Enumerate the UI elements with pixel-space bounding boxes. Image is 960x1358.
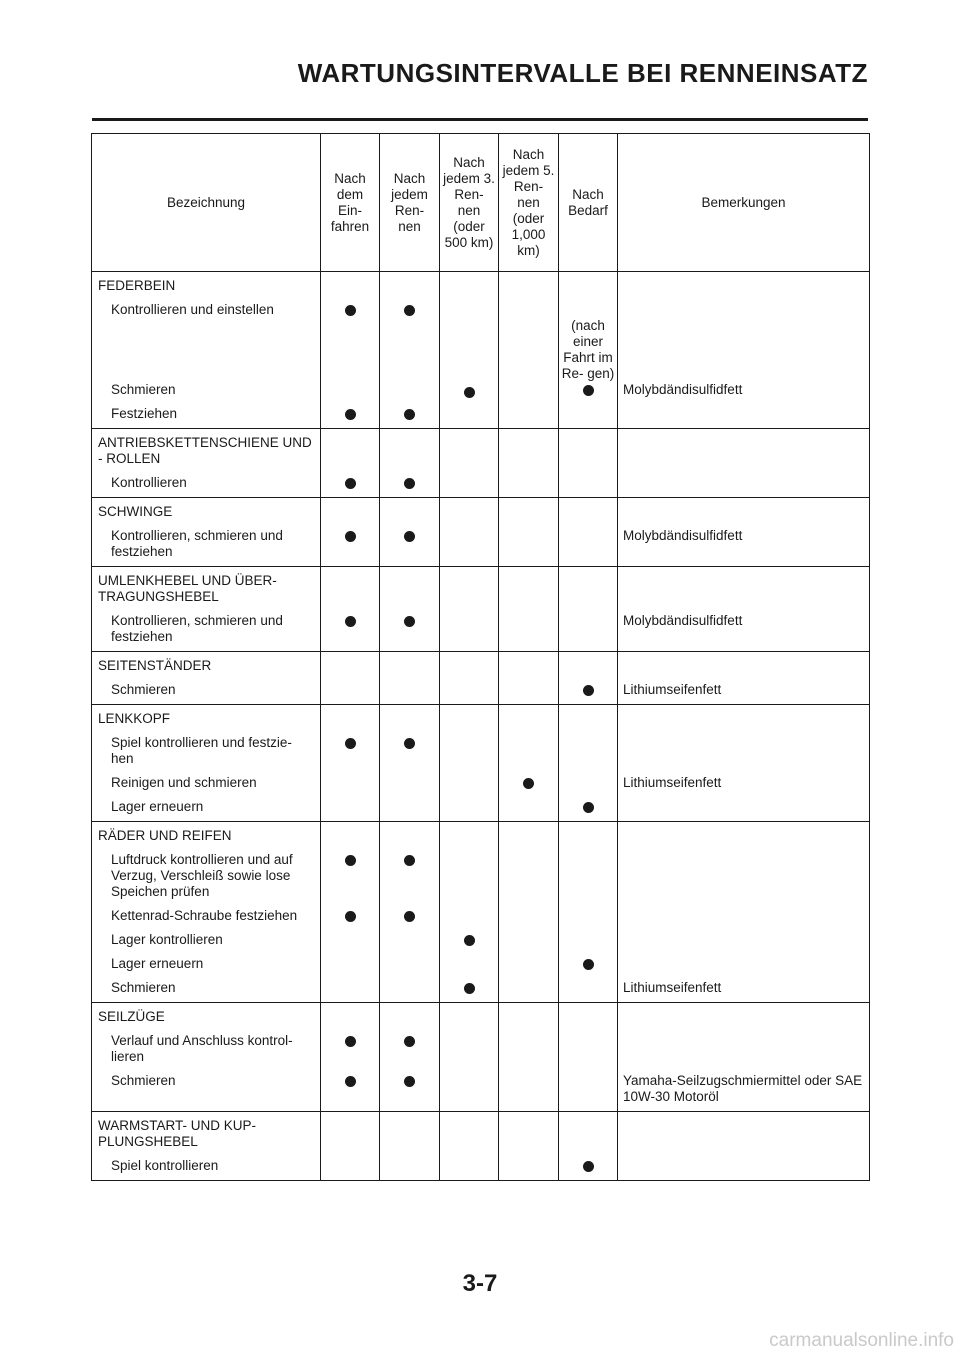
item-label: Schmieren bbox=[111, 382, 176, 397]
header-nach-jedem-3-rennen: Nach jedem 3. Ren- nen (oder 500 km) bbox=[440, 134, 499, 272]
group-name: WARMSTART- UND KUP- PLUNGSHEBEL bbox=[98, 1118, 256, 1149]
group-name: SCHWINGE bbox=[98, 504, 173, 519]
item-label: Kontrollieren, schmieren und festziehen bbox=[111, 613, 283, 644]
item-label: Festziehen bbox=[111, 406, 178, 421]
item-label: Kettenrad-Schraube festziehen bbox=[111, 908, 298, 923]
interval-dot bbox=[404, 738, 415, 749]
table-row-raeder-und-reifen bbox=[92, 822, 870, 1003]
item-label: Lager erneuern bbox=[111, 799, 204, 814]
item-label: Lager kontrollieren bbox=[111, 932, 223, 947]
table-row-seilzuege bbox=[92, 1003, 870, 1112]
page-number: 3-7 bbox=[462, 1270, 498, 1297]
item-label: Kontrollieren bbox=[111, 475, 187, 490]
item-label: Spiel kontrollieren und festzie- hen bbox=[111, 735, 292, 766]
header-row bbox=[92, 134, 870, 272]
remark: Lithiumseifenfett bbox=[623, 980, 722, 995]
interval-dot bbox=[404, 409, 415, 420]
interval-dot bbox=[583, 385, 594, 396]
interval-dot bbox=[404, 1036, 415, 1047]
table-row-federbein bbox=[92, 272, 870, 429]
table-row-seitenstaender bbox=[92, 652, 870, 705]
interval-dot bbox=[345, 531, 356, 542]
header-nach-jedem-5-rennen: Nach jedem 5. Ren- nen (oder 1,000 km) bbox=[499, 134, 559, 272]
table-row-schwinge bbox=[92, 498, 870, 567]
group-name: FEDERBEIN bbox=[98, 278, 176, 293]
interval-dot bbox=[345, 409, 356, 420]
interval-dot bbox=[345, 305, 356, 316]
item-label: Reinigen und schmieren bbox=[111, 775, 257, 790]
interval-dot bbox=[583, 685, 594, 696]
table-row-umlenkhebel bbox=[92, 567, 870, 652]
header-nach-bedarf: Nach Bedarf bbox=[559, 134, 618, 272]
group-name: LENKKOPF bbox=[98, 711, 171, 726]
interval-dot bbox=[583, 1161, 594, 1172]
page-title: WARTUNGSINTERVALLE BEI RENNEINSATZ bbox=[297, 58, 868, 88]
item-label: Verlauf und Anschluss kontrol- lieren bbox=[111, 1033, 293, 1064]
item-label: Lager erneuern bbox=[111, 956, 204, 971]
remark: Lithiumseifenfett bbox=[623, 775, 722, 790]
group-name: RÄDER UND REIFEN bbox=[98, 828, 232, 843]
interval-dot bbox=[404, 616, 415, 627]
interval-dot bbox=[404, 305, 415, 316]
header-rule bbox=[92, 118, 868, 121]
remark: Lithiumseifenfett bbox=[623, 682, 722, 697]
table-row-antriebskettenschiene bbox=[92, 429, 870, 498]
item-label: Schmieren bbox=[111, 682, 176, 697]
item-label: Schmieren bbox=[111, 980, 176, 995]
header-bemerkungen: Bemerkungen bbox=[618, 134, 870, 272]
interval-dot bbox=[464, 935, 475, 946]
remark: Molybdändisulfidfett bbox=[623, 613, 743, 628]
remark: Molybdändisulfidfett bbox=[623, 382, 743, 397]
interval-dot bbox=[345, 738, 356, 749]
interval-dot bbox=[523, 778, 534, 789]
item-label: Spiel kontrollieren bbox=[111, 1158, 219, 1173]
item-label: Kontrollieren, schmieren und festziehen bbox=[111, 528, 283, 559]
item-label: Luftdruck kontrollieren und auf Verzug, Verschleiß sowie lose Speichen prüfen bbox=[111, 852, 293, 899]
interval-dot bbox=[464, 387, 475, 398]
interval-dot bbox=[345, 1036, 356, 1047]
watermark: carmanualsonline.info bbox=[769, 1330, 954, 1351]
item-label: Schmieren bbox=[111, 1073, 176, 1088]
interval-dot bbox=[464, 983, 475, 994]
interval-dot bbox=[345, 478, 356, 489]
rain-note: (nach einer Fahrt im Re- gen) bbox=[561, 318, 615, 381]
interval-dot bbox=[404, 478, 415, 489]
maintenance-table bbox=[91, 133, 870, 1181]
interval-dot bbox=[345, 911, 356, 922]
interval-dot bbox=[345, 855, 356, 866]
header-nach-dem-einfahren: Nach dem Ein- fahren bbox=[321, 134, 380, 272]
remark: Molybdändisulfidfett bbox=[623, 528, 743, 543]
interval-dot bbox=[404, 531, 415, 542]
item-label: Kontrollieren und einstellen bbox=[111, 302, 274, 317]
table-row-warmstart bbox=[92, 1112, 870, 1181]
group-name: ANTRIEBSKETTENSCHIENE UND - ROLLEN bbox=[98, 435, 312, 466]
group-name: SEILZÜGE bbox=[98, 1009, 165, 1024]
group-name: UMLENKHEBEL UND ÜBER- TRAGUNGSHEBEL bbox=[98, 573, 277, 604]
remark: Yamaha-Seilzugschmiermittel oder SAE 10W-30 Motoröl bbox=[623, 1073, 863, 1104]
interval-dot bbox=[583, 802, 594, 813]
interval-dot bbox=[345, 616, 356, 627]
group-name: SEITENSTÄNDER bbox=[98, 658, 212, 673]
header-nach-jedem-rennen: Nach jedem Ren- nen bbox=[380, 134, 440, 272]
interval-dot bbox=[404, 1076, 415, 1087]
interval-dot bbox=[404, 911, 415, 922]
header-bezeichnung: Bezeichnung bbox=[92, 134, 321, 272]
interval-dot bbox=[583, 959, 594, 970]
interval-dot bbox=[404, 855, 415, 866]
interval-dot bbox=[345, 1076, 356, 1087]
table-row-lenkkopf bbox=[92, 705, 870, 822]
